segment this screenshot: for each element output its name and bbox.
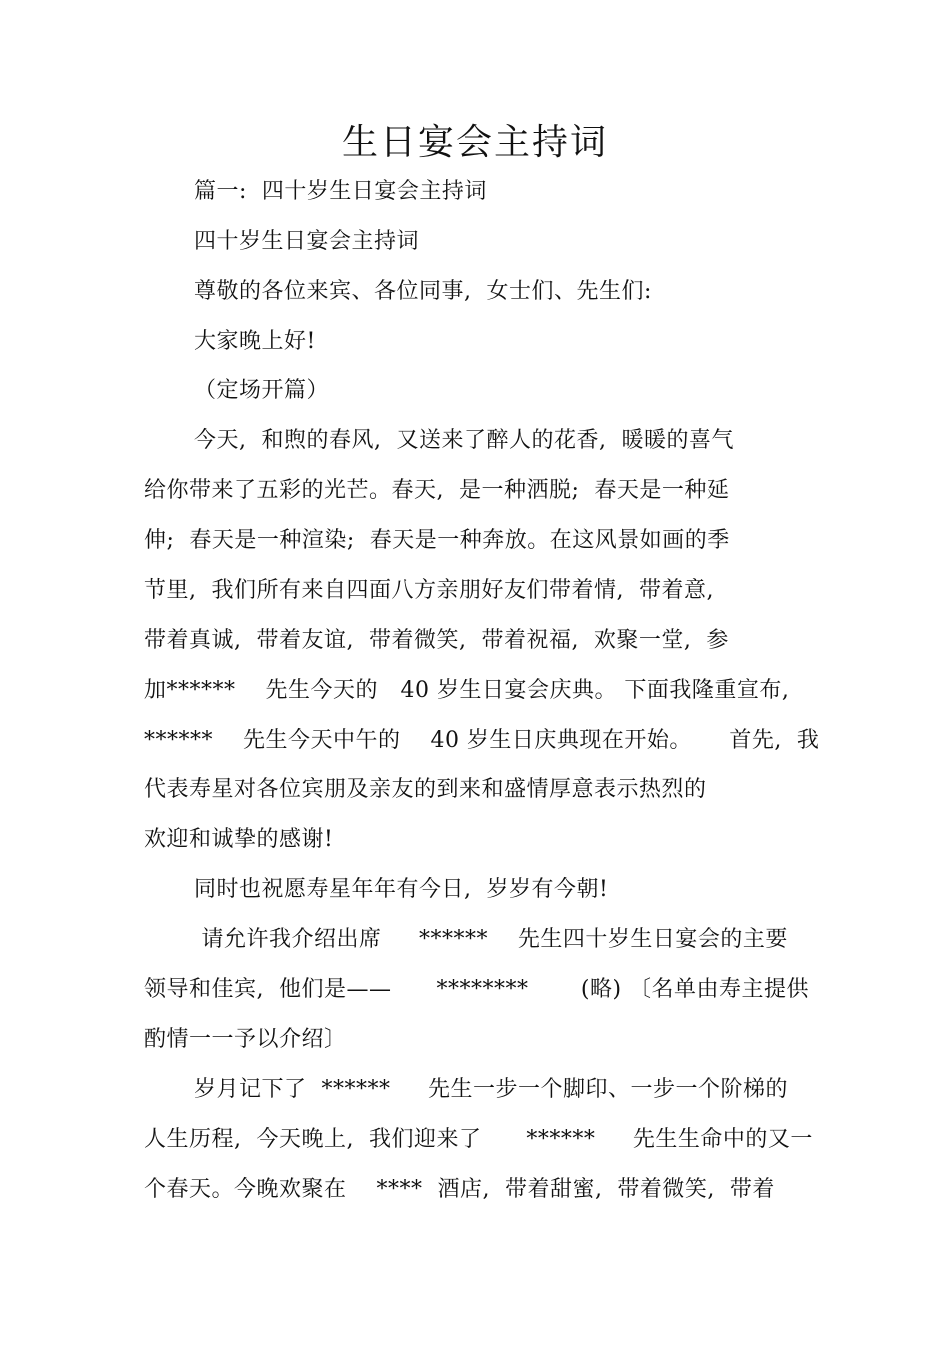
paragraph-line: 个春天。今晚欢聚在 **** 酒店, 带着甜蜜, 带着微笑, 带着	[144, 1177, 775, 1202]
paragraph-line: 酌情一一予以介绍〕	[144, 1027, 347, 1052]
paragraph-line: 请允许我介绍出席 ****** 先生四十岁生日宴会的主要	[194, 927, 788, 952]
paragraph-line: 今天, 和煦的春风, 又送来了醉人的花香, 暖暖的喜气	[194, 428, 734, 453]
section-note: （定场开篇）	[194, 378, 330, 403]
subtitle: 四十岁生日宴会主持词	[194, 229, 420, 254]
salutation: 尊敬的各位来宾、各位同事, 女士们、先生们:	[194, 279, 652, 304]
document-title: 生日宴会主持词	[341, 122, 608, 163]
paragraph-line: 领导和佳宾, 他们是—— ******** (略) 〔名单由寿主提供	[144, 977, 810, 1002]
paragraph-line: 岁月记下了 ****** 先生一步一个脚印、一步一个阶梯的	[194, 1077, 788, 1102]
paragraph-line: 人生历程, 今天晚上, 我们迎来了 ****** 先生生命中的又一	[144, 1127, 813, 1152]
paragraph-line: 给你带来了五彩的光芒。春天, 是一种洒脱; 春天是一种延	[144, 478, 730, 503]
paragraph-line: 代表寿星对各位宾朋及亲友的到来和盛情厚意表示热烈的	[144, 777, 707, 802]
paragraph-line: 同时也祝愿寿星年年有今日, 岁岁有今朝!	[194, 877, 609, 902]
paragraph-line: 欢迎和诚挚的感谢!	[144, 827, 334, 852]
paragraph-line: 节里, 我们所有来自四面八方亲朋好友们带着情, 带着意,	[144, 578, 714, 603]
paragraph-line: ****** 先生今天中午的 40 岁生日庆典现在开始。 首先, 我	[144, 728, 820, 753]
paragraph-line: 伸; 春天是一种渲染; 春天是一种奔放。在这风景如画的季	[144, 528, 730, 553]
paragraph-line: 带着真诚, 带着友谊, 带着微笑, 带着祝福, 欢聚一堂, 参	[144, 628, 729, 653]
section-heading: 篇一: 四十岁生日宴会主持词	[194, 179, 487, 204]
greeting: 大家晚上好!	[194, 329, 316, 354]
paragraph-line: 加****** 先生今天的 40 岁生日宴会庆典。 下面我隆重宣布,	[144, 678, 790, 703]
